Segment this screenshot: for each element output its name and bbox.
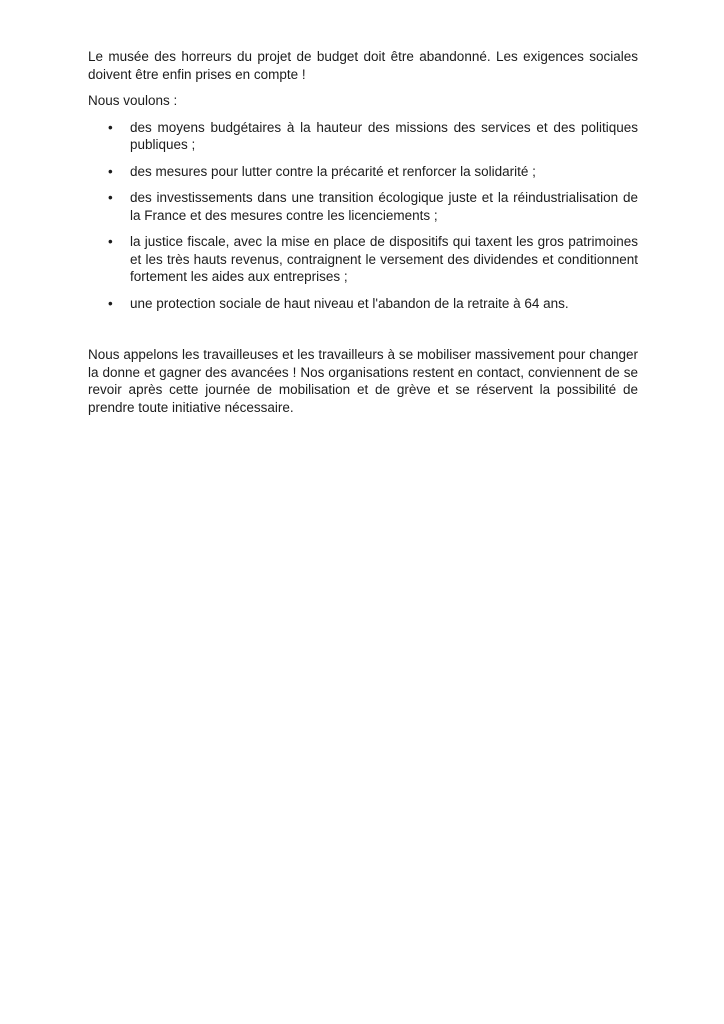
intro-paragraph: Le musée des horreurs du projet de budget doit être abandonné. Les exigences sociales doivent être enfin prises en compte ! <box>88 49 638 82</box>
bullet-icon: • <box>108 234 113 249</box>
bullet-item <box>88 295 638 313</box>
bullet-item <box>88 119 638 154</box>
bullet-icon: • <box>108 163 113 179</box>
bullet-item <box>88 189 638 224</box>
bullet-item <box>88 233 638 286</box>
bullet-text: une protection sociale de haut niveau et l'abandon de la retraite à 64 ans. <box>130 295 569 311</box>
bullet-text: des moyens budgétaires à la hauteur des missions des services et des politiques publiques ; <box>130 119 638 152</box>
document-content <box>88 48 638 425</box>
bullet-icon: • <box>108 190 113 205</box>
bullet-list <box>88 119 638 313</box>
bullet-text: des mesures pour lutter contre la précarité et renforcer la solidarité ; <box>130 163 536 179</box>
bullet-item <box>88 163 638 181</box>
bullet-text: la justice fiscale, avec la mise en place de dispositifs qui taxent les gros patrimoines et les très hauts revenus, contraignent le versement des dividendes et conditionnent fortement les aides aux entreprises ; <box>130 234 638 284</box>
bullet-text: des investissements dans une transition écologique juste et la réindustrialisation de la France et des mesures contre les licenciements ; <box>130 190 638 223</box>
bullet-icon: • <box>108 119 113 135</box>
bullet-icon: • <box>108 295 113 311</box>
lead-in-paragraph: Nous voulons : <box>88 93 178 108</box>
closing-paragraph: Nous appelons les travailleuses et les travailleurs à se mobiliser massivement pour changer la donne et gagner des avancées ! Nos organisations restent en contact, conviennent de se revoir après cette journée de mobilisation et de grève et se réservent la possibilité de prendre toute initiative nécessaire. <box>88 347 638 415</box>
